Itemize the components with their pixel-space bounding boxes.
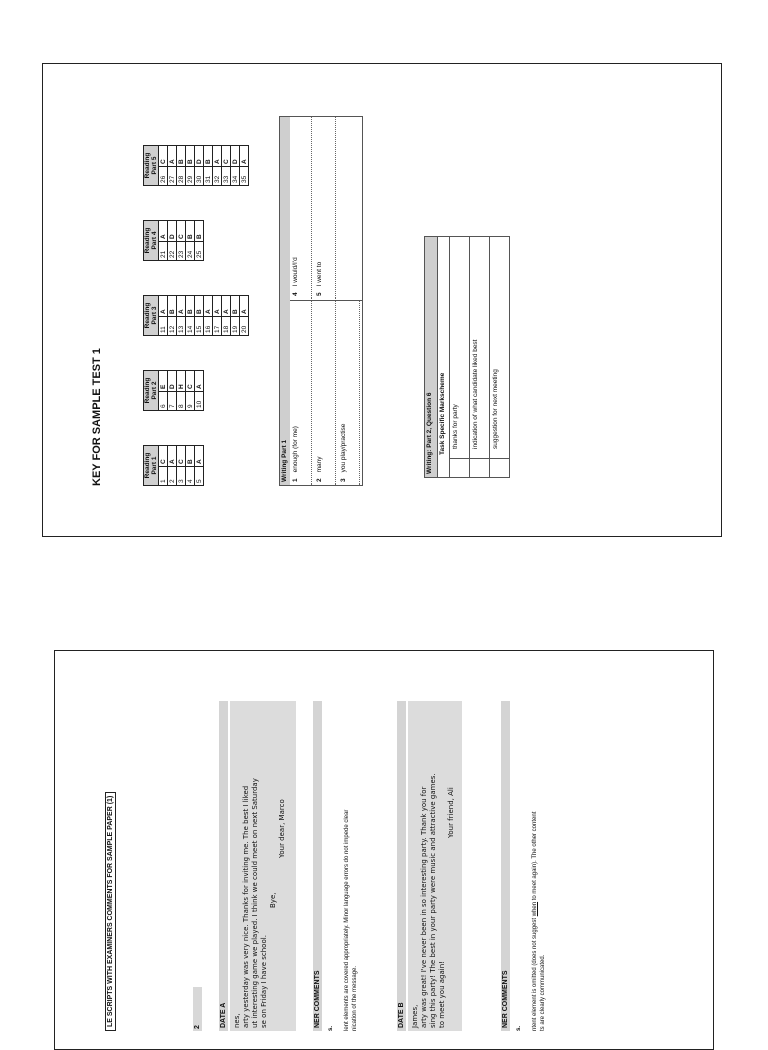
writing-part-1-table: [279, 116, 363, 486]
page-title: KEY FOR SAMPLE TEST 1: [91, 348, 103, 486]
table-row: 10 A: [195, 371, 204, 411]
page-title: LE SCRIPTS WITH EXAMINERS COMMENTS FOR SAMPLE PAPER (1): [105, 792, 116, 1031]
markscheme-table: [424, 236, 510, 478]
answer-key-content: [91, 86, 561, 486]
table-header: Writing: Part 2, Question 6: [425, 237, 437, 477]
table-header: Reading Part 4: [144, 221, 159, 261]
table-row: 4 B: [186, 446, 195, 486]
table-header: Reading Part 5: [144, 146, 159, 186]
table-row: 8 H: [177, 371, 186, 411]
table-row: 5 A: [195, 446, 204, 486]
table-row: 2 A: [168, 446, 177, 486]
section-number: 2: [193, 987, 202, 1031]
reading-part-1-table: [143, 445, 204, 486]
table-row: 22 D: [168, 221, 177, 261]
table-row: indication of what candidate liked best: [469, 237, 489, 477]
table-header: Writing Part 1: [280, 117, 290, 485]
table-row: 19 B: [231, 296, 240, 336]
table-row: thanks for party: [449, 237, 469, 477]
table-row: 25 B: [195, 221, 204, 261]
table-row: 17 A: [213, 296, 222, 336]
sample-scripts-content: [105, 650, 565, 1031]
candidate-a-script: nes, arty yesterday was very nice. Thanks for inviting me. The best I liked ut interesting game we played. I think we could meet on next Saturday se on Friday I have school. Bye, Your dear, Marco: [230, 701, 296, 1031]
candidate-b-label: DATE B: [398, 1002, 405, 1028]
table-row: 18 A: [222, 296, 231, 336]
table-row: 27 A: [168, 146, 177, 186]
table-row: 6 E: [159, 371, 168, 411]
table-row: 31 B: [204, 146, 213, 186]
table-row: 3you play/practise: [338, 301, 360, 485]
answer-key-page: [42, 63, 722, 537]
table-row: 34 D: [231, 146, 240, 186]
table-row: 21 A: [159, 221, 168, 261]
table-row: 33 C: [222, 146, 231, 186]
table-row: 13 A: [177, 296, 186, 336]
table-row: suggestion for next meeting: [489, 237, 509, 477]
table-header: Reading Part 1: [144, 446, 159, 486]
table-row: 2many: [314, 301, 336, 485]
reading-part-4-table: [143, 220, 204, 261]
table-row: 28 B: [177, 146, 186, 186]
table-header: Reading Part 2: [144, 371, 159, 411]
candidate-a-label: DATE A: [220, 1002, 227, 1028]
table-row: 26 C: [159, 146, 168, 186]
reading-part-5-table: [143, 145, 249, 186]
table-row: 14 B: [186, 296, 195, 336]
table-row: 5I went to: [314, 117, 336, 299]
table-row: 9 C: [186, 371, 195, 411]
comments-b-text: s. ntent element is omitted (does not suggest when to meet again). The other content ts are clearly communicated.: [516, 811, 546, 1031]
table-row: 12 B: [168, 296, 177, 336]
table-row: 30 D: [195, 146, 204, 186]
table-header: Reading Part 3: [144, 296, 159, 336]
comments-a-text: s. lent elements are covered appropriately. Minor language errors do not impede clear nication of the message.: [328, 809, 358, 1031]
comments-b-label: NER COMMENTS: [502, 970, 509, 1028]
table-row: 4I would/I'd: [290, 117, 312, 299]
sample-scripts-page: [54, 650, 714, 1050]
table-row: 20 A: [240, 296, 249, 336]
comments-a-label: NER COMMENTS: [314, 970, 321, 1028]
table-row: 32 A: [213, 146, 222, 186]
table-row: 15 B: [195, 296, 204, 336]
table-row: 16 A: [204, 296, 213, 336]
table-row: 29 B: [186, 146, 195, 186]
table-subheader: Task Specific Markscheme: [437, 237, 449, 477]
table-row: 1 C: [159, 446, 168, 486]
table-row: 23 C: [177, 221, 186, 261]
table-row: 11 A: [159, 296, 168, 336]
reading-part-3-table: [143, 295, 249, 336]
table-row: 1enough (for me): [290, 301, 312, 485]
table-row: 7 D: [168, 371, 177, 411]
table-row: 24 B: [186, 221, 195, 261]
table-row: 3 C: [177, 446, 186, 486]
table-row: 35 A: [240, 146, 249, 186]
candidate-b-script: James, arty was great! I've never been in so interesting party. Thank you for sing this party! The best in your party were music and attractive games. to meet you again! Your friend, Ali: [408, 701, 462, 1031]
reading-part-2-table: [143, 370, 204, 411]
